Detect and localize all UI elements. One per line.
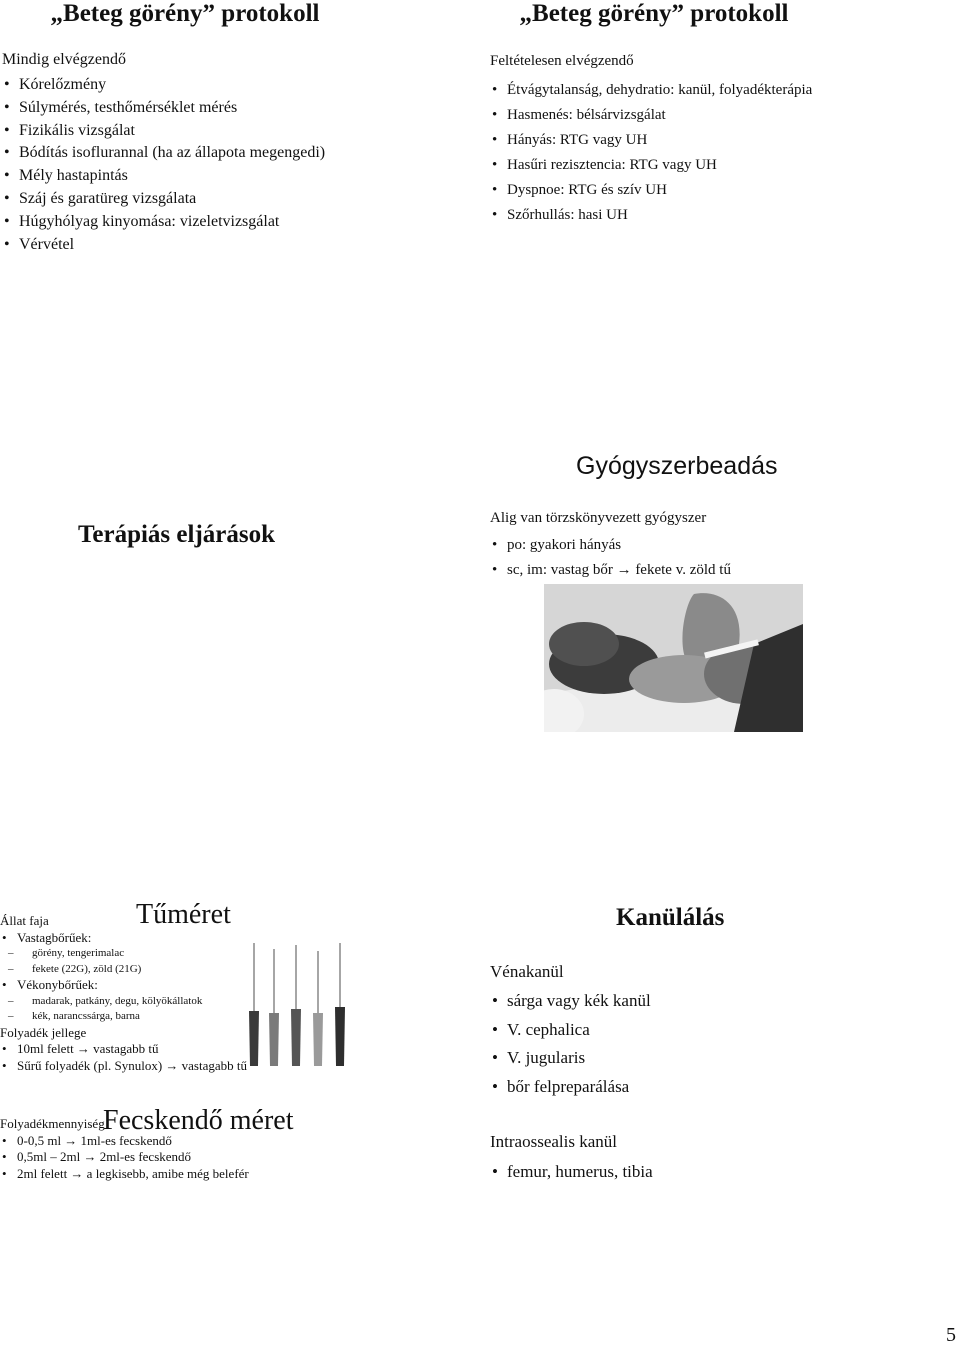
slide-kanulalas	[484, 876, 960, 1196]
bullet-list	[0, 1133, 249, 1183]
list-item: • Súlymérés, testhőmérséklet mérés	[2, 97, 325, 120]
list-item: • Fizikális vizsgálat	[2, 120, 325, 143]
list-item: • Étvágytalanság, dehydratio: kanül, folyadékterápia	[490, 78, 812, 103]
injection-photo-illustration	[544, 584, 803, 732]
list-item: • Vérvétel	[2, 234, 325, 257]
section-label: Folyadék jellege	[0, 1024, 87, 1040]
list-item: • sárga vagy kék kanül	[490, 987, 651, 1016]
slide-title: Terápiás eljárások	[78, 521, 275, 548]
list-item: • Száj és garatüreg vizsgálata	[2, 188, 325, 211]
animal-species-block	[0, 913, 247, 1074]
list-item	[0, 930, 247, 978]
slide-title-syringe-size: Fecskendő méret	[103, 1105, 294, 1137]
bullet-list	[0, 930, 247, 1025]
list-item: • Kórelőzmény	[2, 74, 325, 97]
list-item: • 10ml felett → vastagabb tű	[0, 1041, 247, 1058]
list-item: • 2ml felett → a legkisebb, amibe még belefér	[0, 1166, 249, 1183]
slide-title: Kanülálás	[616, 904, 725, 931]
bullet-list	[2, 74, 325, 256]
list-item-label: Vastagbőrűek:	[17, 929, 92, 945]
slide-lead-text: Mindig elvégzendő	[2, 51, 126, 68]
list-item: • Mély hastapintás	[2, 165, 325, 188]
list-item: • Szőrhullás: hasi UH	[490, 203, 812, 228]
needle-icon	[269, 949, 279, 1066]
section-label: Intraossealis kanül	[490, 1132, 617, 1151]
page-number: 5	[946, 1324, 956, 1346]
list-item: • Hasmenés: bélsárvizsgálat	[490, 103, 812, 128]
sub-list-item: – madarak, patkány, degu, kölyökállatok	[0, 994, 247, 1010]
needles-illustration	[240, 941, 355, 1066]
list-item: • Hasűri rezisztencia: RTG vagy UH	[490, 153, 812, 178]
section-label: Vénakanül	[490, 962, 564, 981]
sub-list-item: – görény, tengerimalac	[0, 946, 247, 962]
list-item: • Bódítás isoflurannal (ha az állapota megengedi)	[2, 142, 325, 165]
section-label: Állat faja	[0, 913, 49, 928]
bullet-list	[490, 1158, 653, 1187]
slide-terapias-eljarasok	[0, 500, 480, 790]
slide-title: „Beteg görény” protokoll	[50, 0, 320, 27]
list-item: • Dyspnoe: RTG és szív UH	[490, 178, 812, 203]
list-item: • sc, im: vastag bőr → fekete v. zöld tű	[490, 558, 731, 583]
list-item-label: Vékonybőrűek:	[17, 977, 98, 992]
list-item: • po: gyakori hányás	[490, 533, 731, 558]
sub-list	[0, 994, 247, 1025]
bullet-list	[490, 533, 731, 583]
sub-list-item: – kék, narancssárga, barna	[0, 1009, 247, 1025]
slide-beteg-goreny-protokoll-felteteles	[484, 0, 960, 290]
list-item: • V. jugularis	[490, 1044, 651, 1073]
list-item: • Sűrű folyadék (pl. Synulox) → vastagabb tű	[0, 1058, 247, 1075]
section-label: Folyadékmennyiség	[0, 1116, 105, 1131]
slide-tumeret-fecskendo	[0, 876, 480, 1196]
list-item: • 0-0,5 ml → 1ml-es fecskendő	[0, 1133, 249, 1150]
bullet-list	[490, 987, 651, 1101]
bullet-list	[490, 78, 812, 228]
list-item: • Hányás: RTG vagy UH	[490, 128, 812, 153]
needle-icon	[313, 951, 323, 1066]
bullet-list	[0, 1041, 247, 1074]
list-item: • 0,5ml – 2ml → 2ml-es fecskendő	[0, 1149, 249, 1166]
slide-lead-text: Alig van törzskönyvezett gyógyszer	[490, 510, 707, 526]
slide-title: Gyógyszerbeadás	[576, 452, 778, 480]
slide-title-needle-size: Tűméret	[136, 899, 231, 931]
slide-gyogyszerbeadas	[484, 448, 960, 748]
list-item: • bőr felpreparálása	[490, 1073, 651, 1102]
list-item	[0, 977, 247, 1025]
list-item: • V. cephalica	[490, 1016, 651, 1045]
slide-beteg-goreny-protokoll-mindig	[0, 0, 480, 290]
needle-icon	[335, 943, 345, 1066]
list-item: • Húgyhólyag kinyomása: vizeletvizsgálat	[2, 211, 325, 234]
sub-list-item: – fekete (22G), zöld (21G)	[0, 962, 247, 978]
needle-icon	[291, 945, 301, 1066]
slide-title: „Beteg görény” protokoll	[519, 0, 789, 27]
list-item: • femur, humerus, tibia	[490, 1158, 653, 1187]
sub-list	[0, 946, 247, 977]
injection-photo	[544, 584, 803, 732]
slide-lead-text: Feltételesen elvégzendő	[490, 53, 634, 69]
needle-icon	[249, 943, 259, 1066]
fluid-amount-block	[0, 1116, 249, 1182]
